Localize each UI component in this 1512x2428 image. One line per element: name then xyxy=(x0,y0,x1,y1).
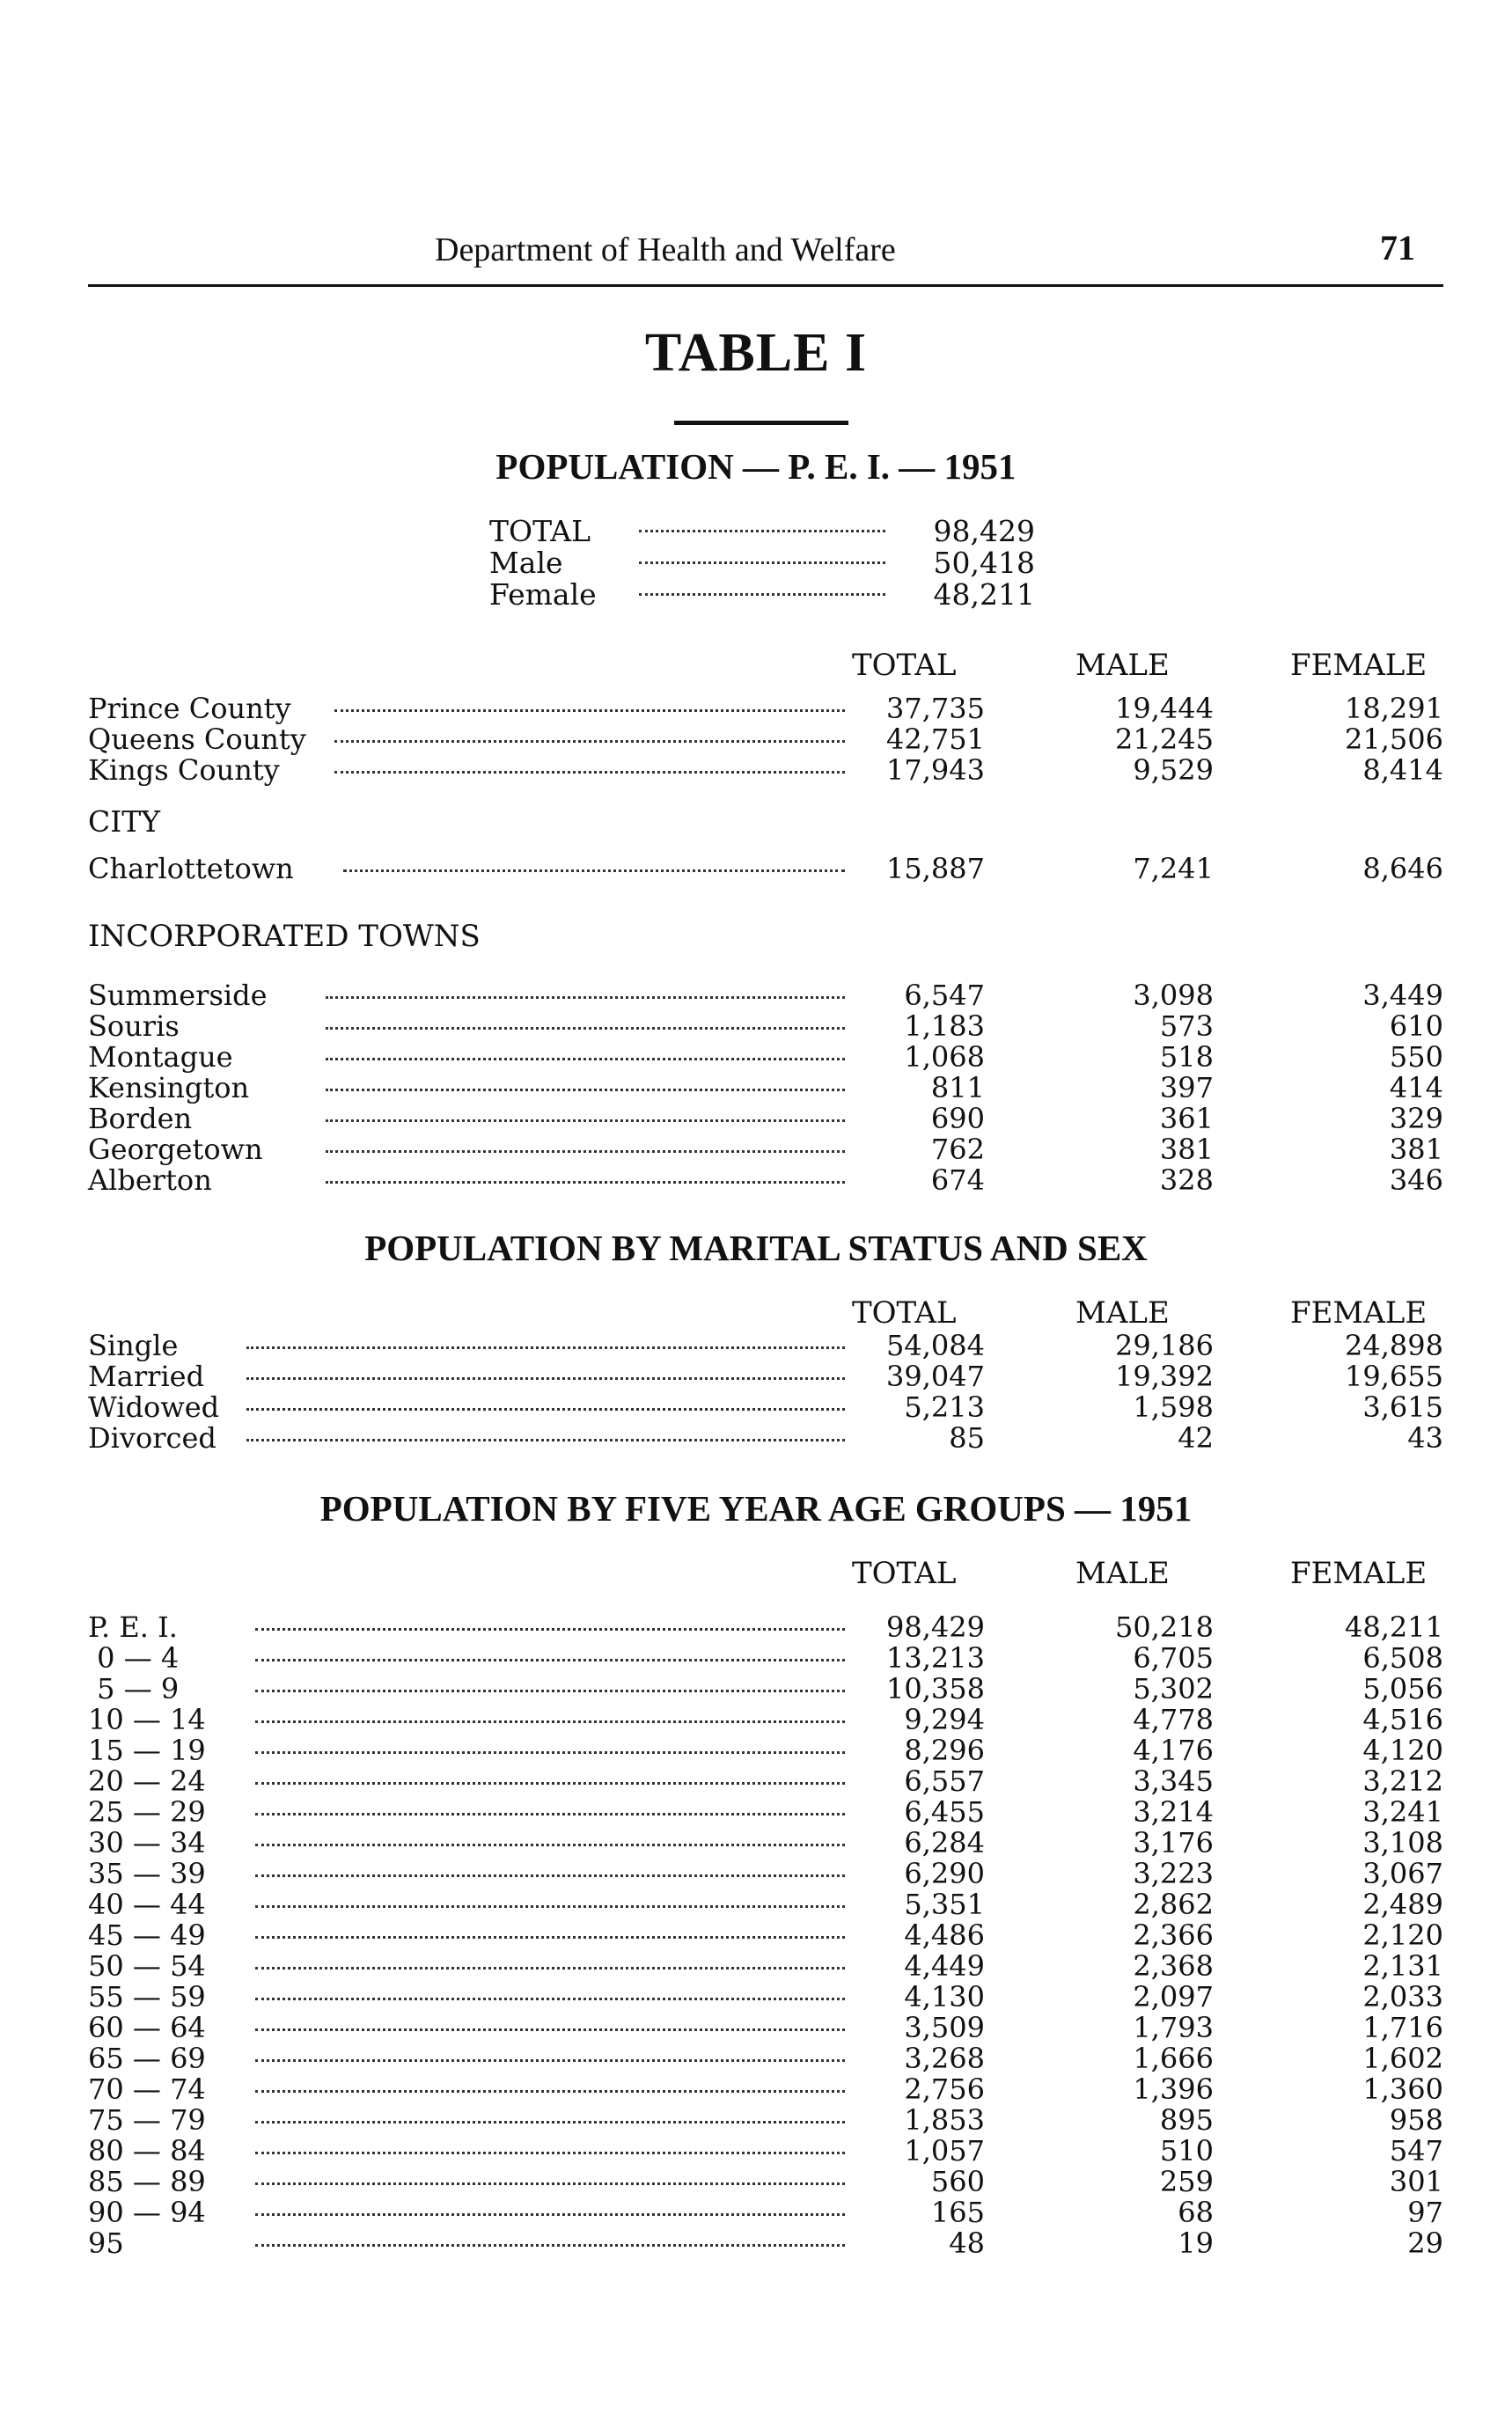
dot-leader xyxy=(343,869,845,872)
table-row xyxy=(88,1888,1443,1921)
table-row xyxy=(88,1764,1443,1798)
row-label: 20 — 24 xyxy=(88,1764,206,1798)
summary-label: TOTAL xyxy=(489,514,591,548)
row-label: 70 — 74 xyxy=(88,2072,206,2106)
cell-female: 3,067 xyxy=(1362,1857,1443,1890)
dot-leader xyxy=(255,2213,845,2216)
summary-label: Male xyxy=(489,546,563,580)
summary-heading: POPULATION — P. E. I. — 1951 xyxy=(495,446,1017,487)
cell-male: 2,366 xyxy=(1133,1918,1214,1952)
summary-value: 48,211 xyxy=(933,577,1035,612)
cell-male: 1,396 xyxy=(1133,2072,1214,2106)
cell-male: 9,529 xyxy=(1133,753,1214,787)
cell-female: 19,655 xyxy=(1345,1360,1443,1393)
cell-total: 10,358 xyxy=(886,1672,985,1705)
cell-female: 3,108 xyxy=(1362,1826,1443,1860)
table-row xyxy=(88,1795,1443,1829)
dot-leader xyxy=(246,1346,845,1349)
cell-total: 48 xyxy=(949,2226,985,2260)
cell-female: 2,120 xyxy=(1362,1918,1443,1952)
dot-leader xyxy=(255,2059,845,2062)
cell-total: 5,351 xyxy=(904,1888,985,1921)
dot-leader xyxy=(255,1813,845,1815)
row-label: 35 — 39 xyxy=(88,1857,206,1890)
row-label: Charlottetown xyxy=(88,852,294,885)
title-rule xyxy=(674,421,848,425)
cell-total: 6,455 xyxy=(904,1795,985,1829)
dot-leader xyxy=(255,1936,845,1939)
cell-female: 547 xyxy=(1389,2134,1443,2168)
row-label: 90 — 94 xyxy=(88,2196,206,2229)
cell-female: 1,716 xyxy=(1362,2011,1443,2044)
row-label: Prince County xyxy=(88,692,291,725)
cell-female: 4,120 xyxy=(1362,1734,1443,1767)
cell-male: 381 xyxy=(1159,1133,1214,1166)
cell-total: 1,183 xyxy=(904,1009,985,1043)
row-label: Borden xyxy=(88,1102,193,1135)
cell-male: 1,666 xyxy=(1133,2042,1214,2075)
cell-total: 1,853 xyxy=(904,2103,985,2137)
column-header-female: FEMALE xyxy=(1290,1295,1428,1331)
table-row xyxy=(88,979,1443,1012)
cell-male: 573 xyxy=(1159,1009,1214,1043)
cell-total: 560 xyxy=(930,2165,985,2198)
cell-total: 15,887 xyxy=(886,852,985,885)
dot-leader xyxy=(255,1751,845,1754)
row-label: 30 — 34 xyxy=(88,1826,206,1860)
table-row xyxy=(88,2165,1443,2196)
cell-total: 98,429 xyxy=(886,1610,985,1644)
table-row xyxy=(88,1826,1443,1860)
table-row xyxy=(88,2134,1443,2168)
dot-leader xyxy=(255,1720,845,1723)
table-row xyxy=(88,1610,1443,1644)
cell-male: 21,245 xyxy=(1115,723,1214,756)
cell-female: 21,506 xyxy=(1345,723,1443,756)
cell-male: 2,862 xyxy=(1133,1888,1214,1921)
cell-male: 397 xyxy=(1159,1071,1214,1104)
cell-female: 2,131 xyxy=(1362,1949,1443,1983)
table-row xyxy=(88,1703,1443,1734)
cell-male: 42 xyxy=(1178,1421,1214,1455)
cell-female: 8,646 xyxy=(1362,852,1443,885)
table-title: TABLE I xyxy=(644,323,868,383)
cell-total: 4,449 xyxy=(904,1949,985,1983)
row-label: 40 — 44 xyxy=(88,1888,206,1921)
table-row xyxy=(88,1071,1443,1102)
table-row xyxy=(88,2011,1443,2042)
cell-female: 381 xyxy=(1389,1133,1443,1166)
table-row xyxy=(88,852,1443,883)
table-row xyxy=(88,1734,1443,1767)
cell-female: 1,602 xyxy=(1362,2042,1443,2075)
cell-male: 895 xyxy=(1159,2103,1214,2137)
cell-total: 37,735 xyxy=(886,692,985,725)
row-label: 95 xyxy=(88,2226,124,2260)
cell-female: 610 xyxy=(1389,1009,1443,1043)
cell-male: 19,444 xyxy=(1115,692,1214,725)
dot-leader xyxy=(246,1377,845,1380)
cell-female: 24,898 xyxy=(1345,1329,1443,1362)
cell-female: 29 xyxy=(1407,2226,1443,2260)
header-rule xyxy=(88,284,1443,287)
cell-total: 6,290 xyxy=(904,1857,985,1890)
dot-leader xyxy=(255,1782,845,1785)
cell-male: 4,778 xyxy=(1133,1703,1214,1736)
dot-leader xyxy=(255,1998,845,2000)
table-row xyxy=(88,1421,1443,1455)
row-label: P. E. I. xyxy=(88,1610,178,1644)
row-label: Queens County xyxy=(88,723,306,756)
row-label: 60 — 64 xyxy=(88,2011,206,2044)
dot-leader xyxy=(255,1659,845,1661)
row-label: 25 — 29 xyxy=(88,1795,206,1829)
cell-total: 39,047 xyxy=(886,1360,985,1393)
cell-female: 4,516 xyxy=(1362,1703,1443,1736)
table-row xyxy=(88,1980,1443,2014)
cell-female: 329 xyxy=(1389,1102,1443,1135)
table-row xyxy=(88,1133,1443,1166)
column-header-male: MALE xyxy=(1075,648,1170,683)
table-row xyxy=(88,1672,1443,1703)
cell-female: 8,414 xyxy=(1362,753,1443,787)
cell-male: 3,345 xyxy=(1133,1764,1214,1798)
cell-female: 346 xyxy=(1389,1163,1443,1197)
row-label: 85 — 89 xyxy=(88,2165,206,2198)
dot-leader xyxy=(334,709,845,712)
column-header-female: FEMALE xyxy=(1290,648,1428,683)
dot-leader xyxy=(639,530,885,532)
cell-female: 3,241 xyxy=(1362,1795,1443,1829)
row-label: 55 — 59 xyxy=(88,1980,206,2014)
table-row xyxy=(88,1360,1443,1393)
cell-total: 5,213 xyxy=(904,1390,985,1424)
cell-female: 5,056 xyxy=(1362,1672,1443,1705)
cell-female: 301 xyxy=(1389,2165,1443,2198)
cell-male: 3,214 xyxy=(1133,1795,1214,1829)
dot-leader xyxy=(639,593,885,596)
summary-row-female xyxy=(489,577,1035,612)
cell-male: 328 xyxy=(1159,1163,1214,1197)
cell-male: 2,368 xyxy=(1133,1949,1214,1983)
dot-leader xyxy=(255,1967,845,1970)
summary-label: Female xyxy=(489,577,597,612)
table-row xyxy=(88,1009,1443,1043)
row-label: Kings County xyxy=(88,753,280,787)
table-row xyxy=(88,2072,1443,2106)
dot-leader xyxy=(255,1844,845,1846)
cell-total: 42,751 xyxy=(886,723,985,756)
row-label: Divorced xyxy=(88,1421,217,1455)
cell-male: 361 xyxy=(1159,1102,1214,1135)
table-row xyxy=(88,1329,1443,1360)
cell-total: 6,284 xyxy=(904,1826,985,1860)
table-row xyxy=(88,2042,1443,2075)
cell-male: 518 xyxy=(1159,1040,1214,1074)
cell-male: 510 xyxy=(1159,2134,1214,2168)
row-label: 5 — 9 xyxy=(88,1672,180,1705)
cell-female: 414 xyxy=(1389,1071,1443,1104)
table-row xyxy=(88,1102,1443,1133)
cell-total: 8,296 xyxy=(904,1734,985,1767)
table-row xyxy=(88,1857,1443,1888)
summary-row-total xyxy=(489,514,1035,546)
row-label: 15 — 19 xyxy=(88,1734,206,1767)
row-label: 0 — 4 xyxy=(88,1641,180,1675)
dot-leader xyxy=(326,1181,845,1184)
cell-female: 2,489 xyxy=(1362,1888,1443,1921)
table-row xyxy=(88,723,1443,756)
cell-female: 3,449 xyxy=(1362,979,1443,1012)
dot-leader xyxy=(255,2090,845,2093)
cell-total: 1,068 xyxy=(904,1040,985,1074)
cell-total: 17,943 xyxy=(886,753,985,787)
cell-male: 5,302 xyxy=(1133,1672,1214,1705)
cell-female: 97 xyxy=(1407,2196,1443,2229)
row-label: Married xyxy=(88,1360,205,1393)
summary-value: 98,429 xyxy=(933,514,1035,548)
row-label: Summerside xyxy=(88,979,268,1012)
cell-total: 54,084 xyxy=(886,1329,985,1362)
table-row xyxy=(88,1641,1443,1675)
cell-female: 48,211 xyxy=(1345,1610,1443,1644)
cell-total: 165 xyxy=(930,2196,985,2229)
cell-total: 9,294 xyxy=(904,1703,985,1736)
table-row xyxy=(88,1163,1443,1197)
table-row xyxy=(88,1040,1443,1074)
cell-female: 3,212 xyxy=(1362,1764,1443,1798)
summary-row-male xyxy=(489,546,1035,580)
cell-male: 50,218 xyxy=(1115,1610,1214,1644)
dot-leader xyxy=(326,1119,845,1122)
dot-leader xyxy=(326,1150,845,1153)
row-label: Souris xyxy=(88,1009,180,1043)
dot-leader xyxy=(326,1027,845,1030)
cell-male: 259 xyxy=(1159,2165,1214,2198)
row-label: Single xyxy=(88,1329,179,1362)
row-label: 75 — 79 xyxy=(88,2103,206,2137)
row-label: Alberton xyxy=(88,1163,212,1197)
column-header-total: TOTAL xyxy=(852,648,957,683)
cell-female: 6,508 xyxy=(1362,1641,1443,1675)
cell-female: 958 xyxy=(1389,2103,1443,2137)
cell-male: 6,705 xyxy=(1133,1641,1214,1675)
cell-male: 19,392 xyxy=(1115,1360,1214,1393)
dot-leader xyxy=(255,2028,845,2031)
dot-leader xyxy=(246,1439,845,1441)
table-row xyxy=(88,1918,1443,1952)
marital-heading: POPULATION BY MARITAL STATUS AND SEX xyxy=(364,1228,1148,1268)
dot-leader xyxy=(326,1058,845,1060)
cell-male: 2,097 xyxy=(1133,1980,1214,2014)
row-label: Kensington xyxy=(88,1071,250,1104)
cell-total: 6,547 xyxy=(904,979,985,1012)
cell-female: 43 xyxy=(1407,1421,1443,1455)
row-label: Montague xyxy=(88,1040,233,1074)
dot-leader xyxy=(326,996,845,999)
table-row xyxy=(88,1949,1443,1983)
column-header-female: FEMALE xyxy=(1290,1556,1428,1591)
table-row xyxy=(88,1390,1443,1424)
cell-total: 2,756 xyxy=(904,2072,985,2106)
cell-female: 18,291 xyxy=(1345,692,1443,725)
column-header-male: MALE xyxy=(1075,1556,1170,1591)
table-row xyxy=(88,2196,1443,2229)
cell-male: 7,241 xyxy=(1133,852,1214,885)
dot-leader xyxy=(255,1690,845,1692)
dot-leader xyxy=(255,1905,845,1908)
row-label: 45 — 49 xyxy=(88,1918,206,1952)
cell-total: 13,213 xyxy=(886,1641,985,1675)
dot-leader xyxy=(334,771,845,774)
age-groups-heading: POPULATION BY FIVE YEAR AGE GROUPS — 1951 xyxy=(319,1488,1193,1529)
dot-leader xyxy=(255,2244,845,2247)
table-row xyxy=(88,2103,1443,2137)
cell-total: 4,130 xyxy=(904,1980,985,2014)
cell-total: 3,509 xyxy=(904,2011,985,2044)
dot-leader xyxy=(334,740,845,743)
dot-leader xyxy=(255,2182,845,2185)
cell-female: 550 xyxy=(1389,1040,1443,1074)
table-row xyxy=(88,753,1443,787)
cell-male: 3,176 xyxy=(1133,1826,1214,1860)
cell-total: 1,057 xyxy=(904,2134,985,2168)
dot-leader xyxy=(255,1874,845,1877)
row-label: 10 — 14 xyxy=(88,1703,206,1736)
cell-total: 762 xyxy=(930,1133,985,1166)
cell-male: 1,598 xyxy=(1133,1390,1214,1424)
dot-leader xyxy=(326,1089,845,1091)
cell-total: 3,268 xyxy=(904,2042,985,2075)
running-header-title: Department of Health and Welfare xyxy=(435,231,896,268)
column-header-total: TOTAL xyxy=(852,1295,957,1331)
column-header-total: TOTAL xyxy=(852,1556,957,1591)
table-row xyxy=(88,2226,1443,2260)
cell-male: 29,186 xyxy=(1115,1329,1214,1362)
cell-total: 811 xyxy=(930,1071,985,1104)
cell-total: 674 xyxy=(930,1163,985,1197)
cell-male: 3,098 xyxy=(1133,979,1214,1012)
cell-male: 19 xyxy=(1178,2226,1214,2260)
towns-heading: INCORPORATED TOWNS xyxy=(88,919,481,954)
cell-total: 6,557 xyxy=(904,1764,985,1798)
cell-male: 1,793 xyxy=(1133,2011,1214,2044)
page-number: 71 xyxy=(1380,228,1415,268)
row-label: 65 — 69 xyxy=(88,2042,206,2075)
row-label: Widowed xyxy=(88,1390,220,1424)
cell-male: 68 xyxy=(1178,2196,1214,2229)
dot-leader xyxy=(255,1628,845,1631)
cell-female: 3,615 xyxy=(1362,1390,1443,1424)
row-label: 50 — 54 xyxy=(88,1949,206,1983)
cell-total: 4,486 xyxy=(904,1918,985,1952)
cell-female: 1,360 xyxy=(1362,2072,1443,2106)
row-label: 80 — 84 xyxy=(88,2134,206,2168)
table-row xyxy=(88,692,1443,723)
cell-total: 690 xyxy=(930,1102,985,1135)
cell-male: 3,223 xyxy=(1133,1857,1214,1890)
dot-leader xyxy=(246,1408,845,1411)
dot-leader xyxy=(639,561,885,564)
column-header-male: MALE xyxy=(1075,1295,1170,1331)
cell-total: 85 xyxy=(949,1421,985,1455)
dot-leader xyxy=(255,2152,845,2154)
dot-leader xyxy=(255,2121,845,2124)
summary-value: 50,418 xyxy=(933,546,1035,580)
city-heading: CITY xyxy=(88,804,161,839)
row-label: Georgetown xyxy=(88,1133,263,1166)
cell-male: 4,176 xyxy=(1133,1734,1214,1767)
cell-female: 2,033 xyxy=(1362,1980,1443,2014)
